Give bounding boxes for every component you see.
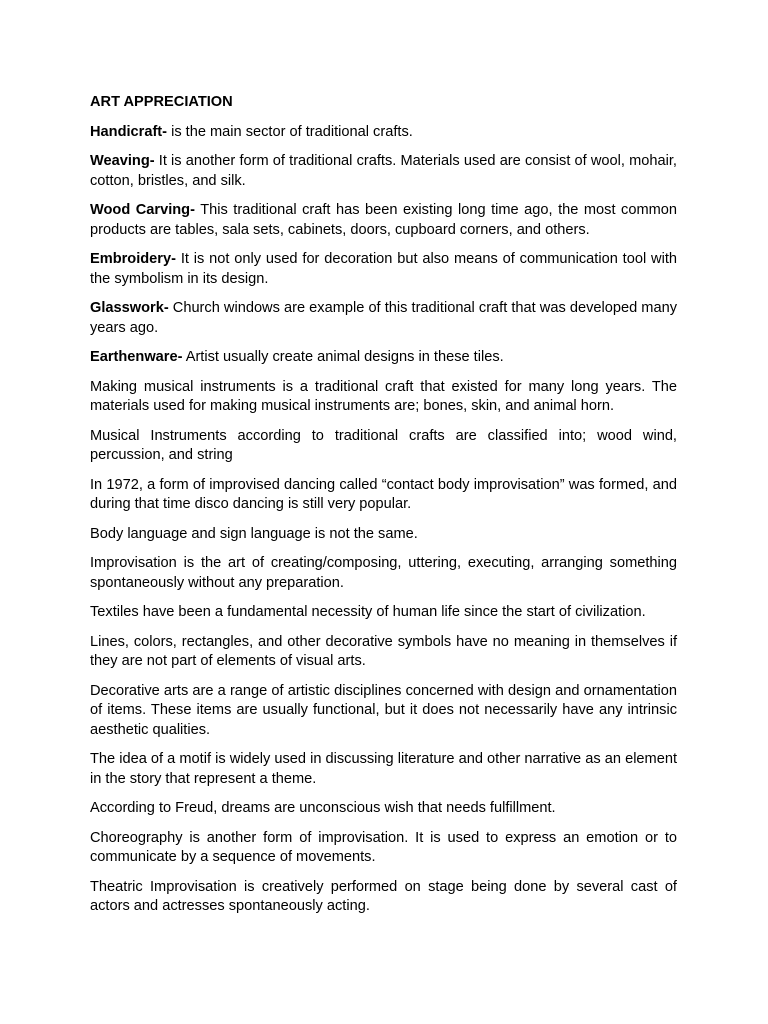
paragraph: Lines, colors, rectangles, and other decorative symbols have no meaning in themselves if they are not part of elements of visual arts. xyxy=(90,633,677,670)
paragraph: Improvisation is the art of creating/composing, uttering, executing, arranging something spontaneously without any preparation. xyxy=(90,555,677,591)
definition-text: It is another form of traditional crafts. Materials used are consist of wool, mohair, cotton, bristles, and silk. xyxy=(90,153,677,189)
paragraph: Choreography is another form of improvisation. It is used to express an emotion or to communicate by a sequence of movements. xyxy=(90,829,677,866)
definition-term: Glasswork- xyxy=(90,300,169,317)
definition-term: Earthenware- xyxy=(90,349,183,366)
paragraph: Body language and sign language is not the same. xyxy=(90,525,418,542)
definition-embroidery xyxy=(90,250,677,289)
definition-term: Handicraft- xyxy=(90,123,168,140)
paragraph: In 1972, a form of improvised dancing called “contact body improvisation” was formed, and during that time disco dancing is still very popular. xyxy=(90,476,677,513)
definition-weaving xyxy=(90,152,677,191)
definition-term: Wood Carving- xyxy=(90,202,195,219)
paragraph: Musical Instruments according to traditional crafts are classified into; wood wind, percussion, and string xyxy=(90,427,677,464)
paragraph: Making musical instruments is a traditional craft that existed for many long years. The materials used for making musical instruments are; bones, skin, and animal horn. xyxy=(90,378,677,415)
definition-term: Embroidery- xyxy=(90,251,176,268)
paragraph: According to Freud, dreams are unconscious wish that needs fulfillment. xyxy=(90,800,556,817)
definition-text: Artist usually create animal designs in these tiles. xyxy=(182,349,504,366)
definition-term: Weaving- xyxy=(90,153,155,170)
definition-text: This traditional craft has been existing long time ago, the most common products are tables, sala sets, cabinets, doors, cupboard corners, and others. xyxy=(90,202,677,238)
document-page xyxy=(90,93,677,927)
definition-text: is the main sector of traditional crafts. xyxy=(167,123,413,140)
paragraph: Theatric Improvisation is creatively performed on stage being done by several cast of actors and actresses spontaneously acting. xyxy=(90,878,677,915)
definition-handicraft xyxy=(90,123,677,142)
paragraph: The idea of a motif is widely used in discussing literature and other narrative as an element in the story that represent a theme. xyxy=(90,751,677,787)
definition-text: It is not only used for decoration but also means of communication tool with the symbolism in its design. xyxy=(90,251,677,287)
definition-earthenware xyxy=(90,348,677,367)
definition-wood-carving xyxy=(90,201,677,240)
page-title: ART APPRECIATION xyxy=(90,94,233,110)
paragraph: Textiles have been a fundamental necessity of human life since the start of civilization. xyxy=(90,604,646,621)
paragraph: Decorative arts are a range of artistic disciplines concerned with design and ornamentation of items. These items are usually functional, but it does not necessarily have any intrinsic aesthetic qualities. xyxy=(90,682,677,738)
definition-text: Church windows are example of this traditional craft that was developed many years ago. xyxy=(90,300,677,336)
definition-glasswork xyxy=(90,299,677,338)
